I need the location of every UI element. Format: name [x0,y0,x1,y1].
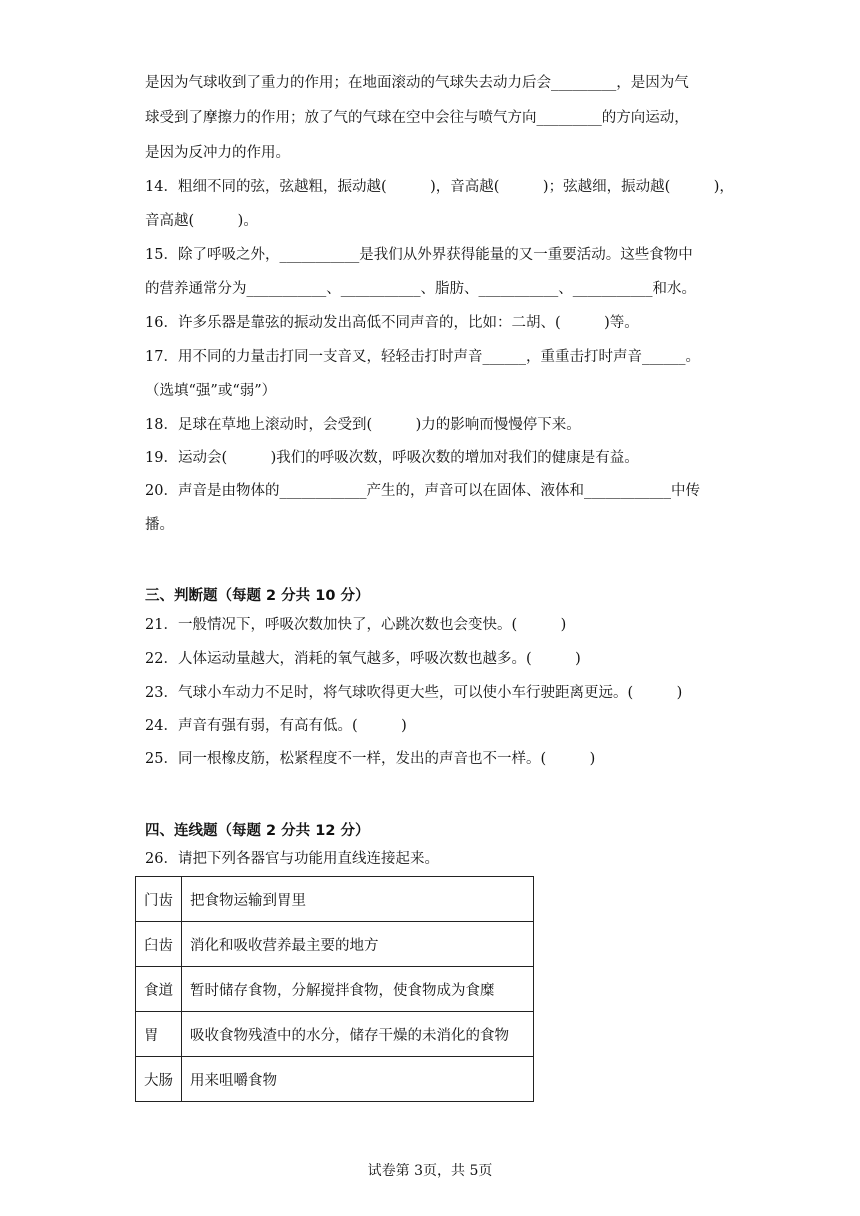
question-26: 26．请把下列各器官与功能用直线连接起来。 [145,851,439,867]
question-14-line-1: 14．粗细不同的弦，弦越粗，振动越( )，音高越( )；弦越细，振动越( )， [145,179,734,195]
question-19: 19．运动会( )我们的呼吸次数，呼吸次数的增加对我们的健康是有益。 [145,450,639,466]
question-17-line-1: 17．用不同的力量击打同一支音叉，轻轻击打时声音______，重重击打时声音______。 [145,349,700,365]
function-cell: 消化和吸收营养最主要的地方 [182,922,534,967]
table-row [136,967,534,1012]
organ-cell: 臼齿 [136,922,182,967]
question-14-line-2: 音高越( )。 [145,213,258,229]
matching-table [135,876,534,1102]
table-row [136,1057,534,1102]
question-15-line-2: 的营养通常分为___________、___________、脂肪、___________、___________和水。 [145,281,696,297]
question-24: 24．声音有强有弱，有高有低。( ) [145,718,407,734]
organ-cell: 胃 [136,1012,182,1057]
question-20-line-2: 播。 [145,517,174,533]
function-cell: 用来咀嚼食物 [182,1057,534,1102]
table-row [136,877,534,922]
table-row [136,1012,534,1057]
question-13-line-1: 是因为气球收到了重力的作用；在地面滚动的气球失去动力后会_________，是因为气 [145,75,689,91]
question-22: 22．人体运动量越大，消耗的氧气越多，呼吸次数也越多。( ) [145,651,581,667]
function-cell: 吸收食物残渣中的水分，储存干燥的未消化的食物 [182,1012,534,1057]
organ-cell: 门齿 [136,877,182,922]
table-row [136,922,534,967]
question-18: 18．足球在草地上滚动时，会受到( )力的影响而慢慢停下来。 [145,417,581,433]
section-3-title: 三、判断题（每题 2 分共 10 分） [145,588,370,604]
question-25: 25．同一根橡皮筋，松紧程度不一样，发出的声音也不一样。( ) [145,751,596,767]
section-4-title: 四、连线题（每题 2 分共 12 分） [145,823,370,839]
question-13-line-3: 是因为反冲力的作用。 [145,145,290,161]
question-17-line-2: （选填“强”或“弱”） [145,383,277,399]
function-cell: 暂时储存食物，分解搅拌食物，使食物成为食糜 [182,967,534,1012]
question-23: 23．气球小车动力不足时，将气球吹得更大些，可以使小车行驶距离更远。( ) [145,685,683,701]
page-footer: 试卷第 3页，共 5页 [367,1163,493,1179]
question-20-line-1: 20．声音是由物体的____________产生的，声音可以在固体、液体和____________中传 [145,483,700,499]
organ-cell: 大肠 [136,1057,182,1102]
organ-cell: 食道 [136,967,182,1012]
question-16: 16．许多乐器是靠弦的振动发出高低不同声音的，比如：二胡、( )等。 [145,315,639,331]
question-13-line-2: 球受到了摩擦力的作用；放了气的气球在空中会往与喷气方向_________的方向运动， [145,110,689,126]
question-15-line-1: 15．除了呼吸之外，___________是我们从外界获得能量的又一重要活动。这些食物中 [145,247,693,263]
function-cell: 把食物运输到胃里 [182,877,534,922]
question-21: 21．一般情况下，呼吸次数加快了，心跳次数也会变快。( ) [145,617,567,633]
